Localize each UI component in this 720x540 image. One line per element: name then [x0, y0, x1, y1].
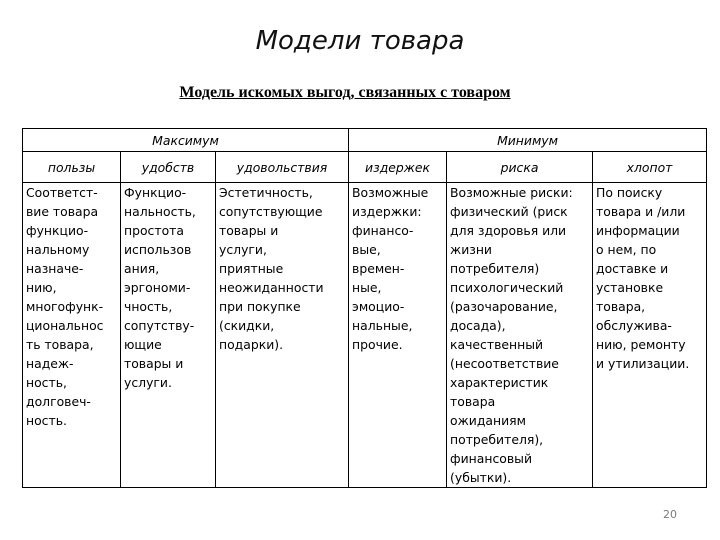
cell-line: подарки).: [219, 337, 284, 352]
group-header-maximum: Максимум: [23, 129, 349, 152]
cell-line: жизни: [450, 242, 492, 257]
cell-line: Эстетичность,: [219, 185, 313, 200]
column-header-convenience: удобств: [121, 152, 216, 183]
cell-line: услуги,: [219, 242, 267, 257]
cell-line: обслужива-: [596, 318, 672, 333]
cell-line: долговеч-: [26, 394, 91, 409]
column-header-risk: риска: [447, 152, 593, 183]
cell-line: циональнос: [26, 318, 104, 333]
cell-convenience: [121, 183, 216, 488]
cell-line: нию,: [26, 280, 57, 295]
cell-line: товара: [450, 394, 496, 409]
cell-line: нальность,: [124, 204, 196, 219]
cell-line: сопутствующие: [219, 204, 323, 219]
cell-line: и утилизации.: [596, 356, 690, 371]
cell-line: ожиданиям: [450, 413, 526, 428]
cell-line: прочие.: [352, 337, 403, 352]
cell-line: многофунк-: [26, 299, 104, 314]
cell-hassle: [593, 183, 707, 488]
cell-line: (скидки,: [219, 318, 275, 333]
page-title: Модели товара: [255, 26, 465, 56]
cell-line: потребителя),: [450, 432, 544, 447]
cell-line: вие товара: [26, 204, 99, 219]
cell-line: Возможные риски:: [450, 185, 573, 200]
cell-costs: [349, 183, 447, 488]
column-header-pleasure: удовольствия: [216, 152, 349, 183]
table-subtitle: Модель искомых выгод, связанных с товаром: [179, 84, 511, 101]
cell-line: Соответст-: [26, 185, 98, 200]
cell-pleasure: [216, 183, 349, 488]
cell-line: Возможные: [352, 185, 429, 200]
cell-line: психологический: [450, 280, 564, 295]
cell-line: услуги.: [124, 375, 172, 390]
cell-line: сопутству-: [124, 318, 195, 333]
cell-line: качественный: [450, 337, 544, 352]
benefits-table: [22, 128, 707, 488]
cell-line: чность,: [124, 299, 173, 314]
cell-line: неожиданности: [219, 280, 324, 295]
cell-line: товара,: [596, 299, 646, 314]
cell-line: нию, ремонту: [596, 337, 686, 352]
cell-line: при покупке: [219, 299, 301, 314]
cell-line: товара и /или: [596, 204, 686, 219]
group-header-minimum: Минимум: [349, 129, 707, 152]
cell-line: эргономи-: [124, 280, 191, 295]
cell-line: По поиску: [596, 185, 663, 200]
cell-line: эмоцио-: [352, 299, 405, 314]
cell-line: нальные,: [352, 318, 413, 333]
cell-line: товары и: [124, 356, 184, 371]
cell-line: ющие: [124, 337, 162, 352]
cell-line: времен-: [352, 261, 405, 276]
cell-benefits: [23, 183, 121, 488]
table-row: [23, 183, 707, 488]
cell-risk: [447, 183, 593, 488]
cell-line: (убытки).: [450, 470, 512, 485]
cell-line: физический (риск: [450, 204, 568, 219]
cell-line: ные,: [352, 280, 382, 295]
cell-line: финансо-: [352, 223, 414, 238]
cell-line: вые,: [352, 242, 381, 257]
cell-line: для здоровья или: [450, 223, 567, 238]
cell-line: потребителя): [450, 261, 540, 276]
cell-line: назначе-: [26, 261, 84, 276]
cell-line: приятные: [219, 261, 284, 276]
cell-line: ть товара,: [26, 337, 94, 352]
cell-line: ность,: [26, 375, 67, 390]
column-header-hassle: хлопот: [593, 152, 707, 183]
cell-line: надеж-: [26, 356, 74, 371]
cell-line: ность.: [26, 413, 67, 428]
cell-line: (разочарование,: [450, 299, 558, 314]
cell-line: информации: [596, 223, 680, 238]
cell-line: нальному: [26, 242, 90, 257]
column-header-benefits: пользы: [23, 152, 121, 183]
cell-line: досада),: [450, 318, 506, 333]
page-number: 20: [663, 508, 677, 521]
cell-line: функцио-: [26, 223, 89, 238]
cell-line: доставке и: [596, 261, 669, 276]
cell-line: (несоответствие: [450, 356, 559, 371]
cell-line: Функцио-: [124, 185, 187, 200]
cell-line: простота: [124, 223, 184, 238]
cell-line: издержки:: [352, 204, 422, 219]
cell-line: финансовый: [450, 451, 533, 466]
cell-line: товары и: [219, 223, 279, 238]
cell-line: установке: [596, 280, 664, 295]
cell-line: о нем, по: [596, 242, 657, 257]
cell-line: характеристик: [450, 375, 549, 390]
cell-line: использов: [124, 242, 192, 257]
cell-line: ания,: [124, 261, 160, 276]
column-header-costs: издержек: [349, 152, 447, 183]
